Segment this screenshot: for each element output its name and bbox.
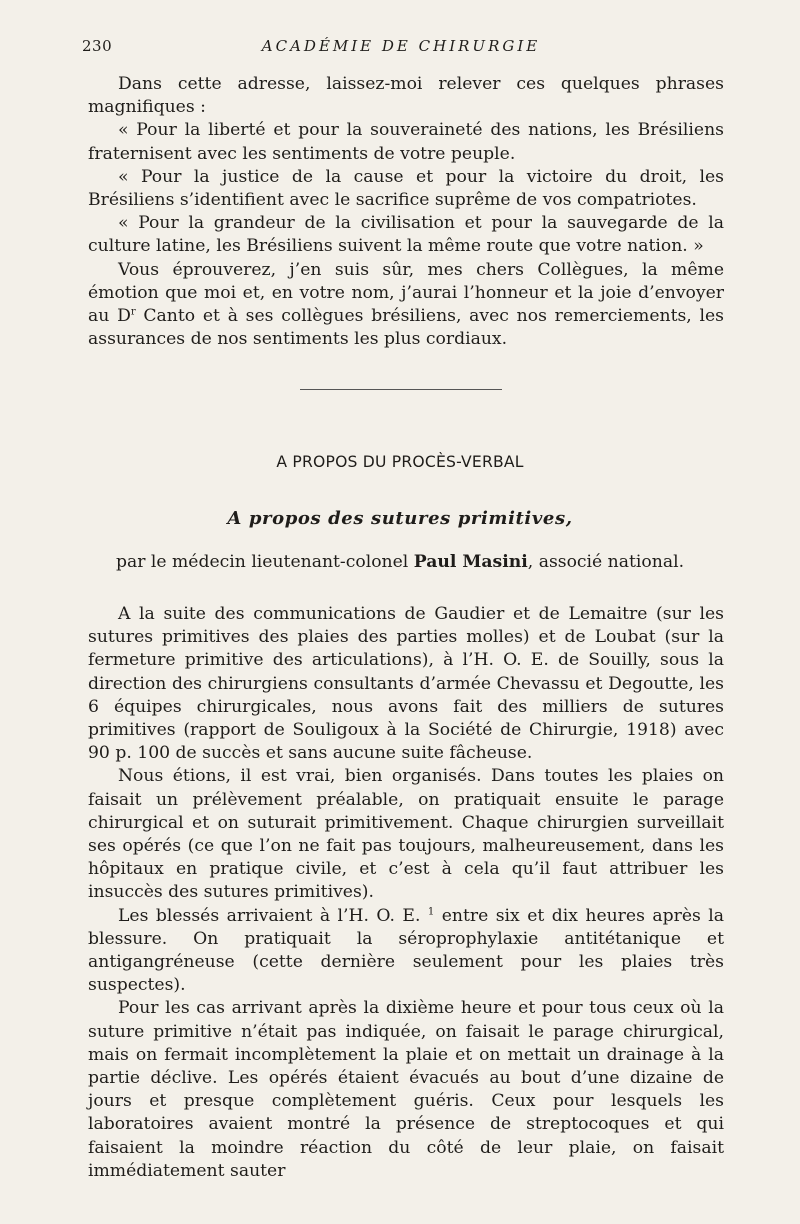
quote-paragraph: « Pour la liberté et pour la souveraineté des nations, les Brésiliens fraternisent avec les sentiments de votre peuple. bbox=[88, 120, 724, 164]
closing-paragraph: Vous éprouverez, j’en suis sûr, mes chers Collègues, la même émotion que moi et, en votre nom, j’aurai l’honneur et la joie d’envoyer au $D^r$ Canto et à ses collègues brésiliens, avec nos remerciements, les assurances de nos sentiments les plus cordiaux. bbox=[88, 259, 724, 350]
paragraph: Pour les cas arrivant après la dixième heure et pour tous ceux où la suture primitive n’était pas indiquée, on faisait le parage chirurgical, mais on fermait incomplètement la plaie et on mettait un drainage à la partie déclive. Les opérés étaient évacués au bout d’une dizaine de jours et presque complètement guéris. Ceux pour lesquels les laboratoires avaient montré la présence de streptocoques et qui faisaient la moindre réaction du côté de leur plaie, on faisait immédiatement sauter bbox=[88, 998, 724, 1181]
author-name: Paul Masini bbox=[413, 552, 528, 572]
paragraph: Les blessés arrivaient à l’H. O. E. $^1$ entre six et dix heures après la blessure. On pratiquait la séroprophylaxie antitétanique et antigangréneuse (cette dernière seulement pour les plaies très suspectes). bbox=[88, 905, 725, 996]
paragraph: Dans cette adresse, laissez-moi relever ces quelques phrases magnifiques : bbox=[88, 74, 724, 118]
quote-paragraph: « Pour la justice de la cause et pour la victoire du droit, les Brésiliens s’identifient avec le sacrifice suprême de vos compatriotes. bbox=[88, 166, 724, 211]
intro-text bbox=[88, 73, 724, 351]
article-body bbox=[88, 603, 724, 1183]
byline: par le médecin lieutenant-colonel Paul Masini, associé national. bbox=[115, 552, 685, 572]
paragraph: Nous étions, il est vrai, bien organisés. Dans toutes les plaies on faisait un prélèvement préalable, on pratiquait ensuite le parage chirurgical et on suturait primitivement. Chaque chirurgien surveillait ses opérés (ce que l’on ne fait pas toujours, malheureusement, dans les hôpitaux en pratique civile, et c’est à cela qu’il faut attribuer les insuccès des sutures primitives). bbox=[88, 766, 724, 903]
page-number: 230 bbox=[82, 37, 113, 55]
quote-paragraph: « Pour la grandeur de la civilisation et pour la sauvegarde de la culture latine, les Brésiliens suivent la même route que votre nation. » bbox=[88, 213, 724, 257]
running-header bbox=[82, 37, 720, 61]
paragraph: A la suite des communications de Gaudier et de Lemaitre (sur les sutures primitives des plaies des parties molles) et de Loubat (sur la fermeture primitive des articulations), à l’H. O. E. de Souilly, sous la direction des chirurgiens consultants d’armée Chevassu et Degoutte, les 6 équipes chirurgicales, nous avons fait des milliers de sutures primitives (rapport de Souligoux à la Société de Chirurgie, 1918) avec 90 p. 100 de succès et sans aucune suite fâcheuse. bbox=[88, 604, 724, 764]
section-heading: A PROPOS DU PROCÈS-VERBAL bbox=[276, 453, 524, 471]
footnote-marker: 1 bbox=[427, 905, 435, 917]
journal-title: ACADÉMIE DE CHIRURGIE bbox=[261, 37, 541, 55]
section-divider bbox=[300, 389, 502, 390]
superscript: r bbox=[130, 306, 136, 318]
article-title: A propos des sutures primitives, bbox=[227, 508, 573, 529]
